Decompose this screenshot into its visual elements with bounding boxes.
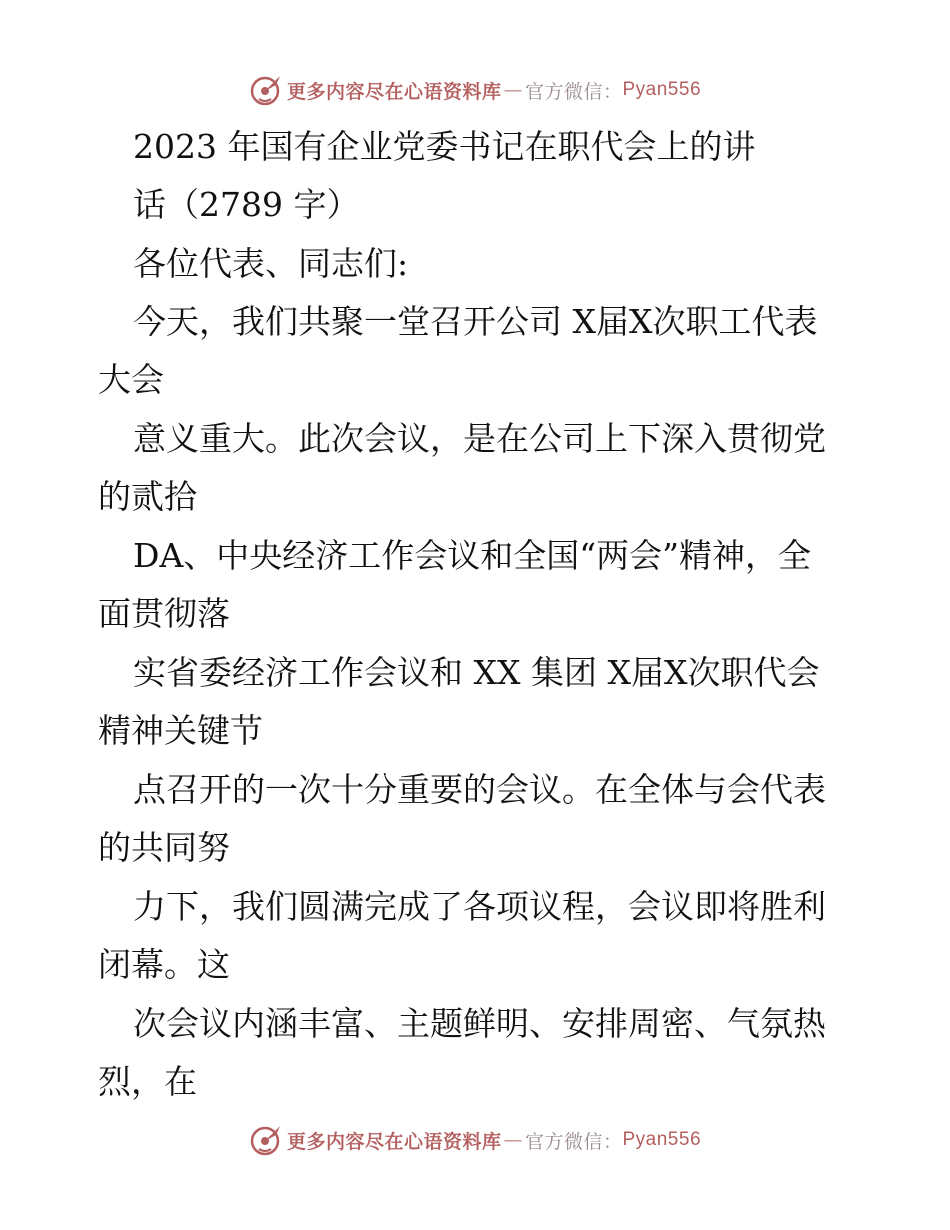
text-line: 实省委经济工作会议和 XX 集团 X届X次职代会: [133, 653, 820, 692]
text-line: 面贯彻落: [98, 594, 230, 633]
watermark-main-text: 更多内容尽在心语资料库: [286, 80, 502, 103]
watermark-dash: —: [503, 1129, 523, 1151]
text-line: 大会: [98, 360, 164, 399]
text-line: 次会议内涵丰富、主题鲜明、安排周密、气氛热: [133, 1004, 826, 1043]
text-line: 点召开的一次十分重要的会议。在全体与会代表: [133, 770, 826, 809]
text-line: 的贰拾: [98, 477, 197, 516]
text-line: 力下，我们圆满完成了各项议程，会议即将胜利: [133, 887, 826, 926]
watermark-account-id: Pyan556: [622, 1129, 702, 1150]
watermark-account-label: 官方微信：: [524, 80, 623, 103]
text-line: 今天，我们共聚一堂召开公司 X届X次职工代表: [133, 302, 818, 341]
watermark-dash: —: [503, 79, 523, 101]
watermark-main-text: 更多内容尽在心语资料库: [286, 1130, 502, 1153]
watermark-account-id: Pyan556: [622, 79, 702, 100]
text-line: DA、中央经济工作会议和全国“两会”精神，全: [133, 536, 812, 575]
quill-logo-icon: [249, 1123, 283, 1157]
text-line: 精神关键节: [98, 711, 263, 750]
watermark-footer: [0, 1120, 950, 1160]
watermark-header: [0, 70, 950, 110]
salutation: 各位代表、同志们:: [133, 244, 409, 283]
quill-logo-icon: [249, 73, 283, 107]
document-title-line-1: 2023 年国有企业党委书记在职代会上的讲: [133, 127, 756, 166]
document-title-line-2: 话（2789 字）: [133, 185, 360, 224]
text-line: 烈，在: [98, 1062, 197, 1101]
watermark-account-label: 官方微信：: [524, 1130, 623, 1153]
text-line: 意义重大。此次会议，是在公司上下深入贯彻党: [133, 419, 826, 458]
text-line: 闭幕。这: [98, 945, 230, 984]
text-line: 的共同努: [98, 828, 230, 867]
